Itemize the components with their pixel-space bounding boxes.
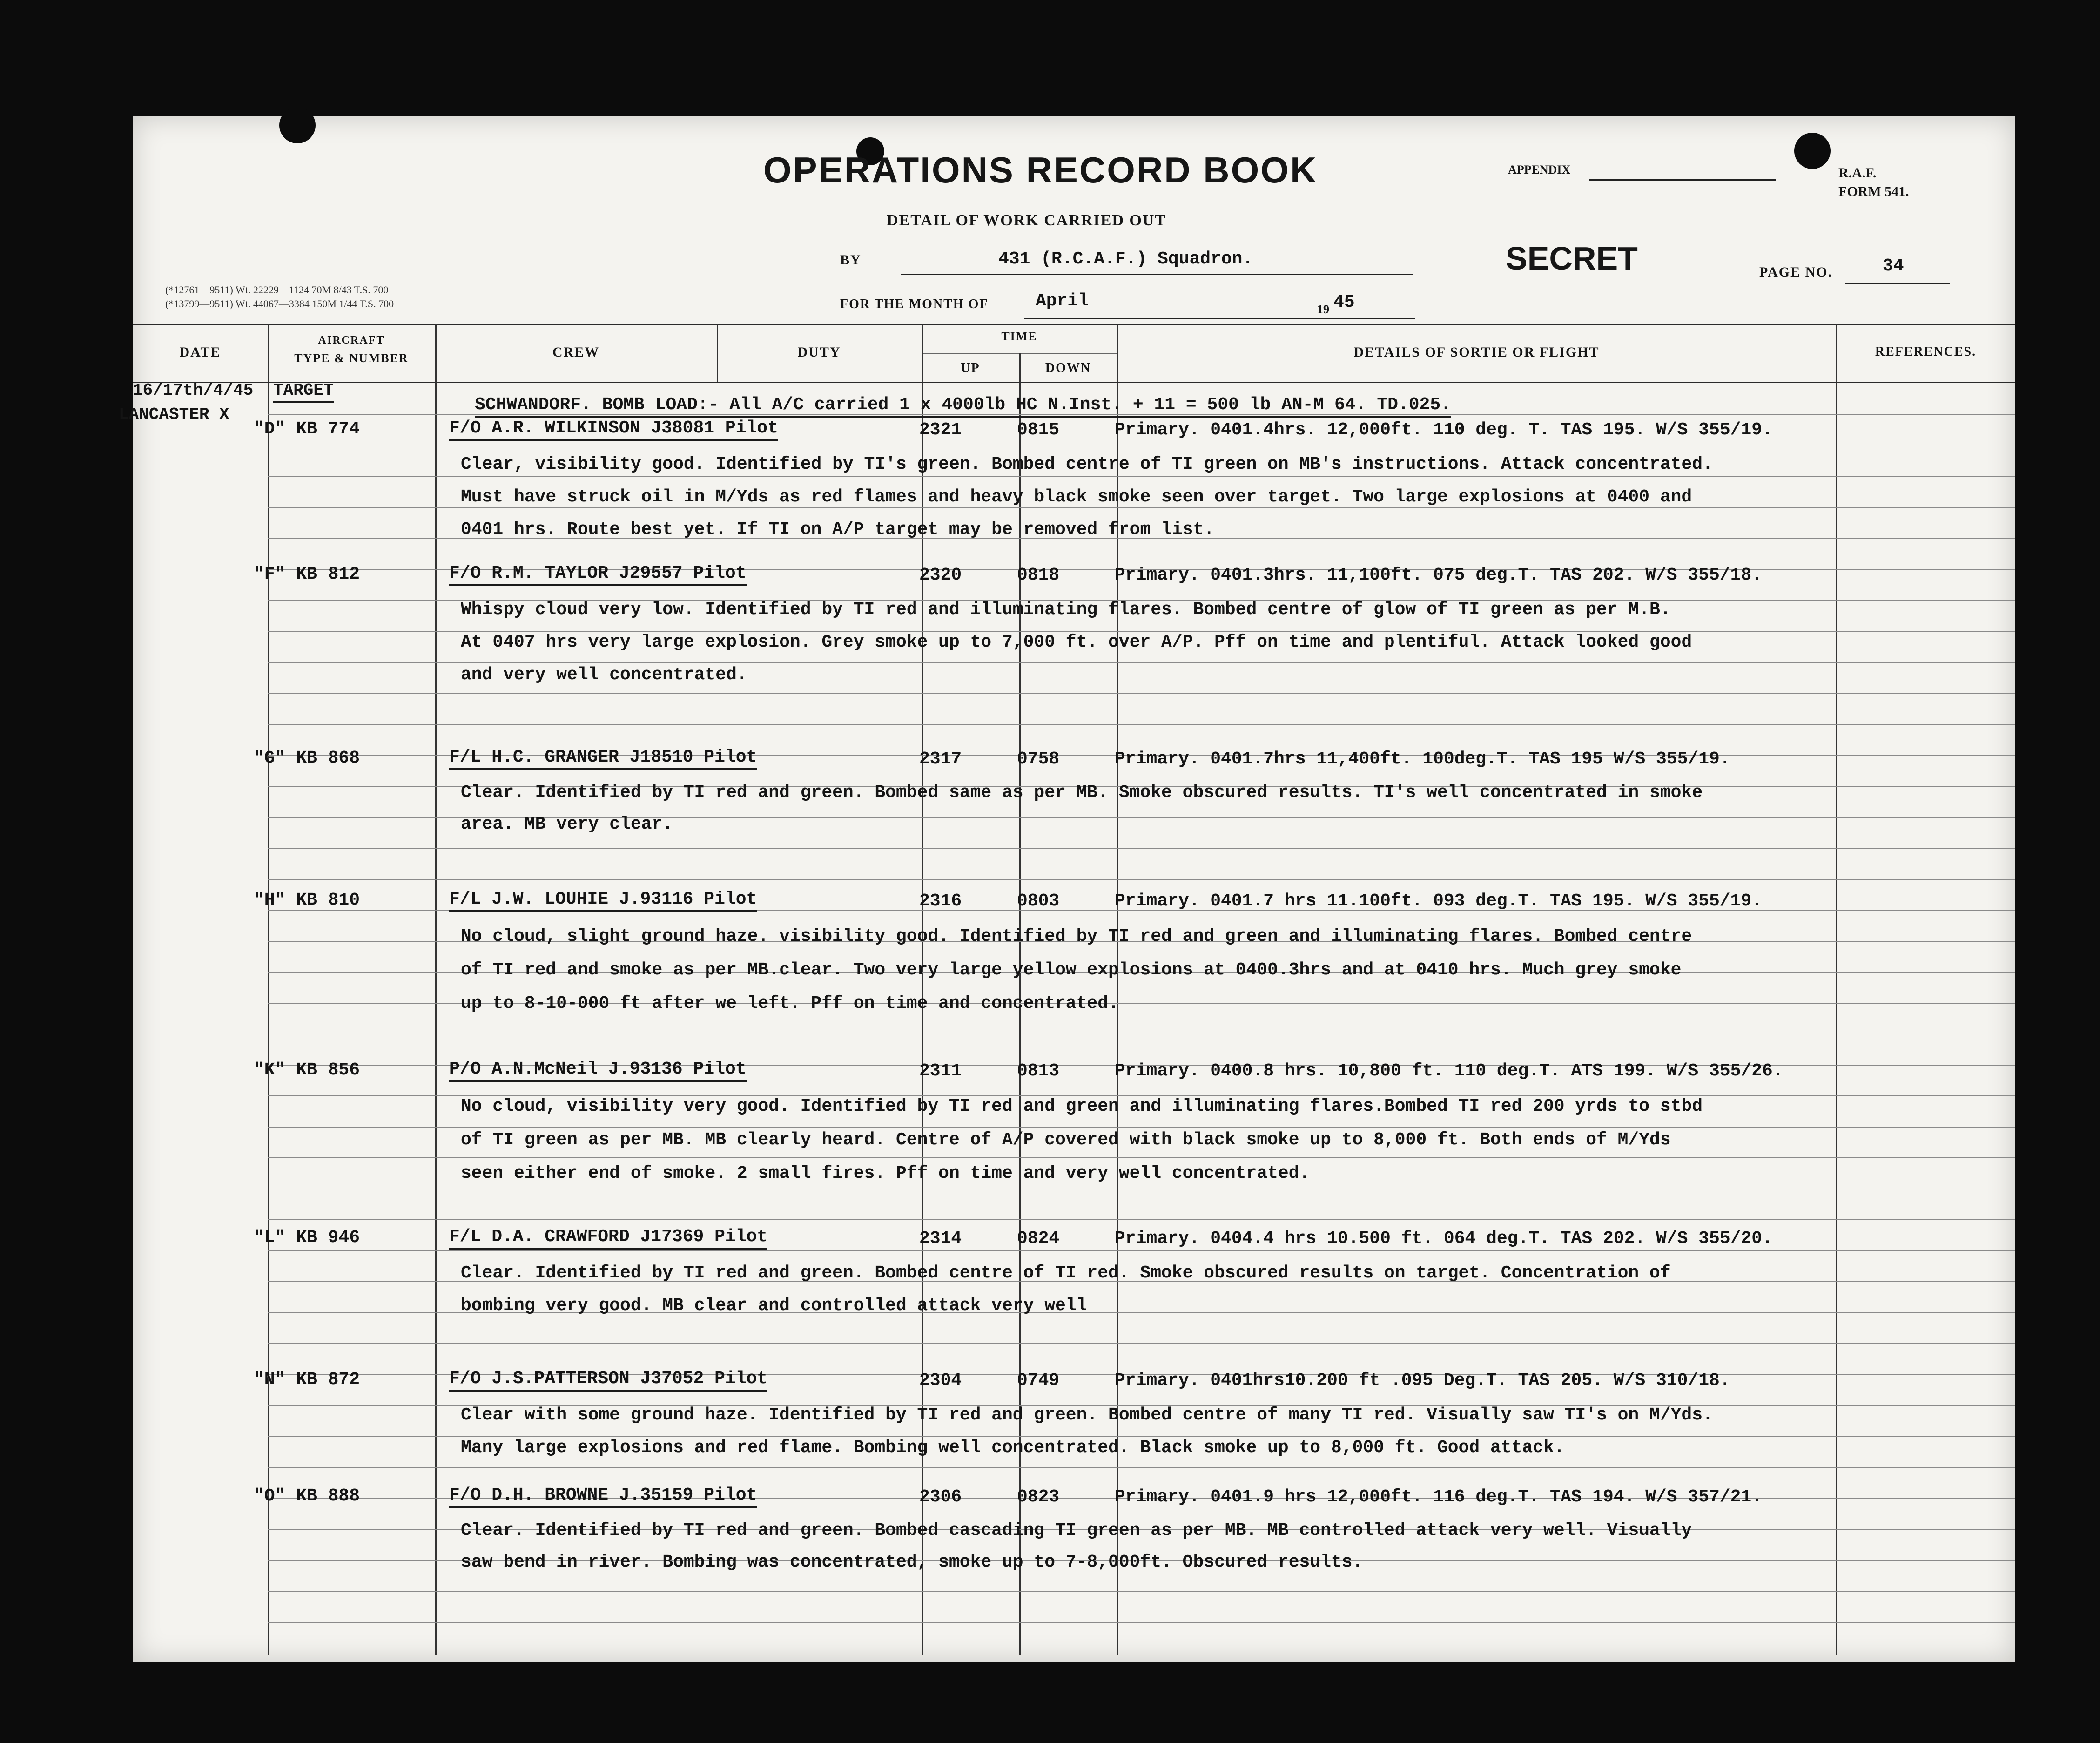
year-value: 45 xyxy=(1333,292,1355,312)
col-header-time: TIME xyxy=(1001,330,1037,343)
col-header-aircraft-2: TYPE & NUMBER xyxy=(294,351,409,365)
col-header-down: DOWN xyxy=(1045,361,1091,375)
sortie-detail-line: No cloud, visibility very good. Identified by TI red and green and illuminating flares.Bombed TI red 200 yrds to stbd xyxy=(461,1096,1703,1116)
time-down: 0824 xyxy=(1017,1229,1060,1249)
col-divider-date xyxy=(268,324,269,1655)
sortie-detail-line: Must have struck oil in M/Yds as red flames and heavy black smoke seen over target. Two large explosions at 0400 and xyxy=(461,487,1692,507)
sortie-summary: Primary. 0401.4hrs. 12,000ft. 110 deg. T. TAS 195. W/S 355/19. xyxy=(1115,420,1773,440)
page-subtitle: DETAIL OF WORK CARRIED OUT xyxy=(887,212,1167,229)
sortie-detail-line: Clear with some ground haze. Identified by TI red and green. Bombed centre of many TI red. Visually saw TI's on M/Yds. xyxy=(461,1405,1713,1425)
ruled-line xyxy=(268,879,2015,880)
aircraft-number: "K" KB 856 xyxy=(254,1060,360,1080)
time-down: 0758 xyxy=(1017,749,1060,769)
header-bottom-rule xyxy=(133,382,2015,383)
crew-name: F/O R.M. TAYLOR J29557 Pilot xyxy=(449,563,747,586)
aircraft-number: "F" KB 812 xyxy=(254,564,360,584)
sortie-date: 16/17th/4/45 xyxy=(133,381,254,400)
aircraft-type: LANCASTER X xyxy=(119,405,229,424)
sortie-detail-line: saw bend in river. Bombing was concentrated, smoke up to 7-8,000ft. Obscured results. xyxy=(461,1552,1363,1572)
sortie-detail-line: Clear, visibility good. Identified by TI's green. Bombed centre of TI green on MB's instructions. Attack concentrated. xyxy=(461,454,1713,474)
ruled-line xyxy=(268,1436,2015,1437)
time-down: 0813 xyxy=(1017,1061,1060,1081)
ruled-line xyxy=(268,693,2015,694)
time-up: 2320 xyxy=(919,565,962,585)
sortie-detail-line: seen either end of smoke. 2 small fires. Pff on time and very well concentrated. xyxy=(461,1163,1310,1183)
page-number-field xyxy=(1845,283,1950,284)
sortie-detail-line: No cloud, slight ground haze. visibility good. Identified by TI red and green and illuminating flares. Bombed centre xyxy=(461,926,1692,946)
print-code-line1: (*12761—9511) Wt. 22229—1124 70M 8/43 T.S. 700 xyxy=(165,284,389,296)
sortie-summary: Primary. 0404.4 hrs 10.500 ft. 064 deg.T. TAS 202. W/S 355/20. xyxy=(1115,1229,1773,1249)
aircraft-number: "O" KB 888 xyxy=(254,1486,360,1506)
sortie-detail-line: of TI red and smoke as per MB.clear. Two very large yellow explosions at 0400.3hrs and at 0410 hrs. Much grey smoke xyxy=(461,960,1682,980)
sortie-detail-line: area. MB very clear. xyxy=(461,814,673,834)
ruled-line xyxy=(268,1591,2015,1592)
time-down: 0815 xyxy=(1017,420,1060,440)
by-label: BY xyxy=(840,252,862,268)
aircraft-number: "H" KB 810 xyxy=(254,890,360,910)
sortie-detail-line: bombing very good. MB clear and controlled attack very well xyxy=(461,1296,1087,1316)
appendix-label: APPENDIX xyxy=(1508,163,1571,176)
by-field xyxy=(901,274,1413,275)
aircraft-number: "G" KB 868 xyxy=(254,748,360,768)
ruled-line xyxy=(268,1219,2015,1220)
sortie-detail-line: Whispy cloud very low. Identified by TI red and illuminating flares. Bombed centre of glow of TI green as per M.B. xyxy=(461,600,1671,620)
time-down: 0803 xyxy=(1017,891,1060,911)
aircraft-number: "D" KB 774 xyxy=(254,419,360,439)
col-header-references: REFERENCES. xyxy=(1875,345,1977,359)
sortie-detail-line: Clear. Identified by TI red and green. Bombed centre of TI red. Smoke obscured results on target. Concentration of xyxy=(461,1263,1671,1283)
col-header-aircraft-1: AIRCRAFT xyxy=(318,334,385,346)
time-up: 2316 xyxy=(919,891,962,911)
time-down: 0818 xyxy=(1017,565,1060,585)
ruled-line xyxy=(268,1622,2015,1623)
target-and-bomb-load: SCHWANDORF. BOMB LOAD:- All A/C carried 1 x 4000lb HC N.Inst. + 11 = 500 lb AN-M 64. TD.025. xyxy=(475,395,1451,418)
classification-secret: SECRET xyxy=(1506,240,1638,277)
time-up: 2321 xyxy=(919,420,962,440)
squadron-value: 431 (R.C.A.F.) Squadron. xyxy=(998,249,1253,269)
sortie-summary: Primary. 0401.7 hrs 11.100ft. 093 deg.T. TAS 195. W/S 355/19. xyxy=(1115,891,1763,911)
crew-name: F/L H.C. GRANGER J18510 Pilot xyxy=(449,747,757,770)
sortie-summary: Primary. 0401.7hrs 11,400ft. 100deg.T. TAS 195 W/S 355/19. xyxy=(1115,749,1730,769)
form-id-line2: FORM 541. xyxy=(1838,184,1909,199)
sortie-detail-line: 0401 hrs. Route best yet. If TI on A/P target may be removed from list. xyxy=(461,520,1215,540)
ruled-line xyxy=(268,848,2015,849)
ruled-line xyxy=(268,724,2015,725)
crew-name: F/O A.R. WILKINSON J38081 Pilot xyxy=(449,418,778,441)
time-down: 0823 xyxy=(1017,1487,1060,1507)
record-sheet xyxy=(119,116,2015,1662)
time-up: 2317 xyxy=(919,749,962,769)
aircraft-number: "L" KB 946 xyxy=(254,1228,360,1248)
ruled-line xyxy=(268,1127,2015,1128)
sortie-detail-line: At 0407 hrs very large explosion. Grey smoke up to 7,000 ft. over A/P. Pff on time and plentiful. Attack looked good xyxy=(461,632,1692,652)
time-up: 2314 xyxy=(919,1229,962,1249)
page-title: OPERATIONS RECORD BOOK xyxy=(763,149,1318,190)
crew-name: P/O A.N.McNeil J.93136 Pilot xyxy=(449,1059,747,1082)
time-up: 2306 xyxy=(919,1487,962,1507)
col-header-details: DETAILS OF SORTIE OR FLIGHT xyxy=(1353,345,1600,360)
binder-hole-left xyxy=(279,107,316,143)
sortie-summary: Primary. 0401.3hrs. 11,100ft. 075 deg.T. TAS 202. W/S 355/18. xyxy=(1115,565,1763,585)
ruled-line xyxy=(268,1467,2015,1468)
ruled-line xyxy=(268,662,2015,663)
sortie-detail-line: and very well concentrated. xyxy=(461,665,747,685)
sortie-detail-line: Clear. Identified by TI red and green. Bombed cascading TI green as per MB. MB controlled attack very well. Visually xyxy=(461,1520,1692,1540)
target-label: TARGET xyxy=(273,381,334,403)
month-field xyxy=(1024,318,1415,319)
col-header-crew: CREW xyxy=(552,345,600,360)
col-header-date: DATE xyxy=(179,345,221,360)
ruled-line xyxy=(268,1250,2015,1251)
crew-name: F/L D.A. CRAWFORD J17369 Pilot xyxy=(449,1227,767,1250)
ruled-line xyxy=(268,1157,2015,1158)
col-divider-aircraft xyxy=(435,324,437,1655)
sortie-detail-line: Clear. Identified by TI red and green. Bombed same as per MB. Smoke obscured results. TI's well concentrated in smoke xyxy=(461,783,1703,803)
col-divider-refs xyxy=(1836,324,1838,1655)
month-label: FOR THE MONTH OF xyxy=(840,297,989,311)
crew-name: F/L J.W. LOUHIE J.93116 Pilot xyxy=(449,889,757,912)
page-number-label: PAGE NO. xyxy=(1759,264,1833,280)
ruled-line xyxy=(268,507,2015,508)
time-up: 2311 xyxy=(919,1061,962,1081)
ruled-line xyxy=(268,476,2015,477)
sortie-detail-line: up to 8-10-000 ft after we left. Pff on time and concentrated. xyxy=(461,993,1119,1013)
form-id-line1: R.A.F. xyxy=(1838,165,1877,181)
crew-name: F/O D.H. BROWNE J.35159 Pilot xyxy=(449,1485,757,1508)
sortie-summary: Primary. 0400.8 hrs. 10,800 ft. 110 deg.T. ATS 199. W/S 355/26. xyxy=(1115,1061,1784,1081)
appendix-field xyxy=(1589,179,1776,181)
binder-hole-right xyxy=(1794,133,1831,169)
aircraft-number: "N" KB 872 xyxy=(254,1370,360,1390)
page-number-value: 34 xyxy=(1883,256,1904,276)
sortie-detail-line: of TI green as per MB. MB clearly heard. Centre of A/P covered with black smoke up to 8,000 ft. Both ends of M/Yds xyxy=(461,1130,1671,1150)
time-up: 2304 xyxy=(919,1371,962,1391)
month-value: April xyxy=(1036,291,1089,311)
sortie-summary: Primary. 0401hrs10.200 ft .095 Deg.T. TAS 205. W/S 310/18. xyxy=(1115,1371,1730,1391)
sortie-detail-line: Many large explosions and red flame. Bombing well concentrated. Black smoke up to 8,000 ft. Good attack. xyxy=(461,1438,1565,1458)
year-prefix: 19 xyxy=(1317,303,1329,316)
crew-name: F/O J.S.PATTERSON J37052 Pilot xyxy=(449,1369,767,1392)
sortie-summary: Primary. 0401.9 hrs 12,000ft. 116 deg.T. TAS 194. W/S 357/21. xyxy=(1115,1487,1763,1507)
table-top-rule xyxy=(133,324,2015,325)
print-code-line2: (*13799—9511) Wt. 44067—3384 150M 1/44 T.S. 700 xyxy=(165,298,394,310)
col-header-duty: DUTY xyxy=(797,345,841,360)
ruled-line xyxy=(268,1343,2015,1344)
time-down: 0749 xyxy=(1017,1371,1060,1391)
col-header-up: UP xyxy=(961,361,980,375)
